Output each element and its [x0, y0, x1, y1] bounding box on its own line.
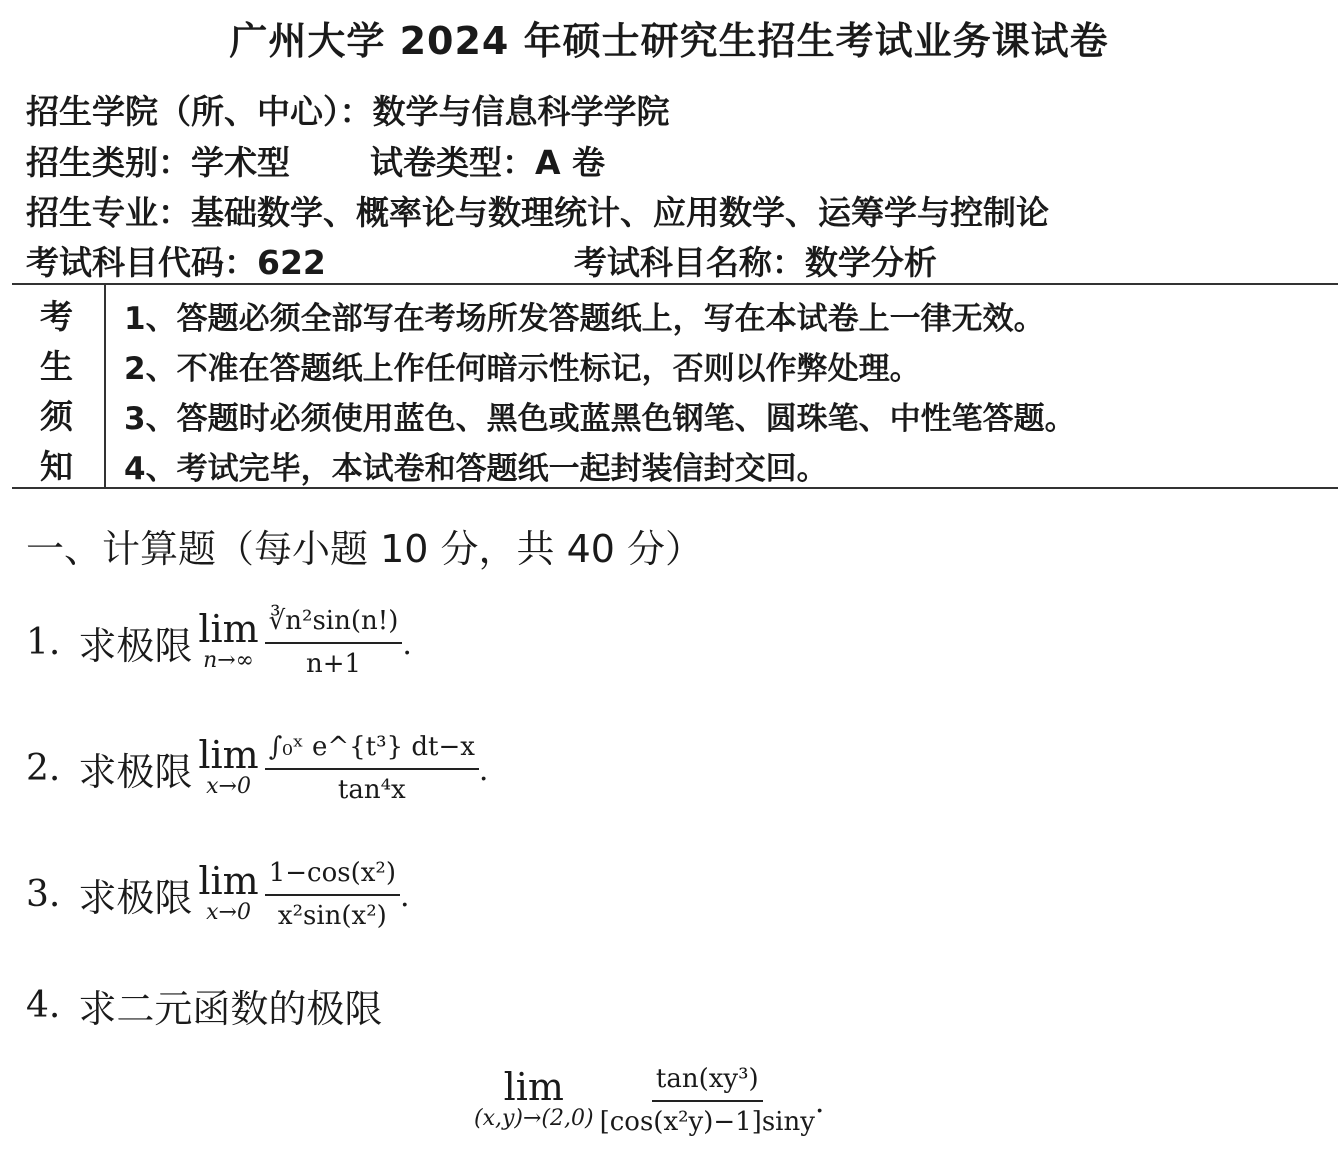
- question-1: [26, 604, 412, 680]
- question-number: 2.: [26, 747, 61, 789]
- notice-heading: [12, 285, 106, 487]
- limit-word: lim: [503, 1065, 564, 1109]
- limit-subscript: n→∞: [203, 648, 255, 673]
- question-prompt: 求二元函数的极限: [78, 987, 383, 1031]
- fraction: [265, 730, 479, 806]
- college-line: 招生学院（所、中心）：数学与信息科学学院: [26, 92, 670, 131]
- majors-line: 招生专业：基础数学、概率论与数理统计、应用数学、运筹学与控制论: [26, 193, 1049, 232]
- subject-name-text: 考试科目名称：数学分析: [573, 243, 937, 282]
- notice-item: 4、考试完毕，本试卷和答题纸一起封装信封交回。: [124, 451, 828, 487]
- numerator: ∫₀ˣ e^{t³} dt−x: [265, 730, 479, 770]
- denominator: [cos(x²y)−1]siny: [599, 1107, 815, 1137]
- limit-operator: [198, 607, 259, 674]
- denominator: tan⁴x: [337, 775, 406, 805]
- question-number: 4.: [26, 985, 61, 1026]
- limit-word: lim: [198, 859, 259, 903]
- paper-type-text: 试卷类型：A 卷: [370, 143, 606, 182]
- end-period: .: [478, 753, 489, 788]
- fraction: [265, 856, 400, 932]
- question-3: [26, 856, 410, 932]
- notice-item: 1、答题必须全部写在考场所发答题纸上，写在本试卷上一律无效。: [124, 301, 1045, 337]
- section-heading: 一、计算题（每小题 10 分，共 40 分）: [26, 527, 704, 571]
- notice-heading-char: 生: [40, 347, 73, 386]
- subject-line: [26, 237, 937, 284]
- notice-item: 2、不准在答题纸上作任何暗示性标记，否则以作弊处理。: [124, 351, 921, 387]
- question-2: [26, 730, 488, 806]
- limit-operator: [198, 733, 259, 800]
- category-text: 招生类别：学术型: [26, 143, 290, 182]
- question-prompt: 求极限: [78, 623, 193, 668]
- subject-code-text: 考试科目代码：622: [26, 243, 326, 282]
- numerator: ∛n²sin(n!): [265, 604, 403, 644]
- fraction: [265, 604, 403, 680]
- end-period: .: [814, 1085, 825, 1120]
- denominator: n+1: [305, 649, 362, 679]
- limit-subscript: x→0: [206, 774, 251, 799]
- question-prompt: 求极限: [78, 875, 193, 920]
- limit-word: lim: [198, 607, 259, 651]
- question-number: 1.: [26, 621, 61, 663]
- numerator: tan(xy³): [652, 1062, 763, 1102]
- limit-operator: [198, 859, 259, 926]
- limit-word: lim: [198, 733, 259, 777]
- candidate-notice-box: [12, 283, 1338, 489]
- limit-subscript: (x,y)→(2,0): [474, 1106, 594, 1131]
- notice-item: 3、答题时必须使用蓝色、黑色或蓝黑色钢笔、圆珠笔、中性笔答题。: [124, 401, 1076, 437]
- question-number: 3.: [26, 873, 61, 915]
- denominator: x²sin(x²): [277, 901, 387, 931]
- question-4-formula: [474, 1062, 824, 1138]
- limit-operator: [474, 1065, 594, 1132]
- limit-subscript: x→0: [206, 900, 251, 925]
- notice-heading-char: 知: [40, 447, 73, 486]
- numerator: 1−cos(x²): [265, 856, 400, 896]
- fraction: [600, 1062, 815, 1138]
- question-4: [26, 978, 382, 1033]
- end-period: .: [399, 879, 410, 914]
- end-period: .: [402, 627, 412, 662]
- exam-title: 广州大学 2024 年硕士研究生招生考试业务课试卷: [229, 19, 1109, 63]
- question-prompt: 求极限: [78, 749, 193, 794]
- category-line: [26, 137, 605, 184]
- notice-heading-char: 须: [40, 397, 73, 436]
- notice-heading-char: 考: [40, 297, 73, 336]
